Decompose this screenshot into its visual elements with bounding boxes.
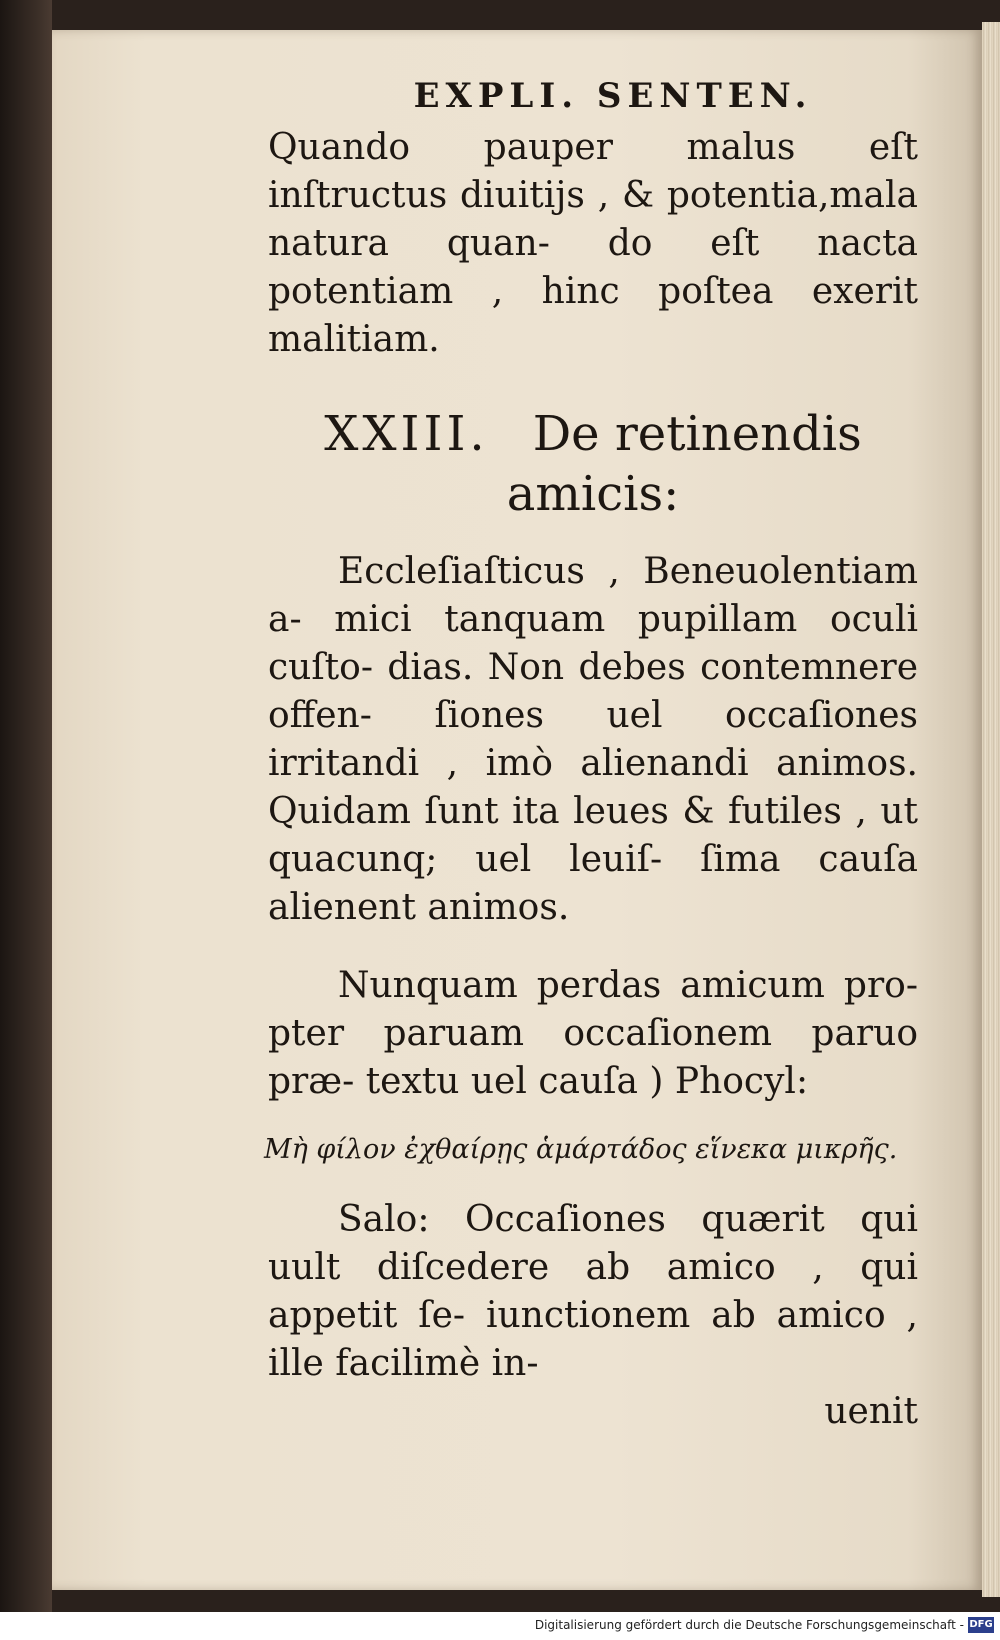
footer-bar <box>0 1614 1000 1640</box>
page-edges <box>982 22 1000 1597</box>
catchword: uenit <box>824 1391 918 1432</box>
paragraph-2: Eccleſiaſticus , Beneuolentiam a‑ mici tanquam pupillam oculi cuſto‑ dias. Non debes contemnere offen‑ ſiones uel occaſiones irritandi , imò alienandi animos. Quidam ſunt ita leues & futiles , ut quacunq; uel leuiſ‑ ſima cauſa alienent animos. <box>268 551 918 928</box>
section-title: De retinendis amicis: <box>506 406 862 522</box>
dfg-logo: DFG <box>968 1617 994 1633</box>
paragraph-3: Nunquam perdas amicum pro‑ pter paruam occaſionem paruo præ‑ textu uel cauſa ) Phocyl: <box>268 965 918 1102</box>
book-spine-edge <box>0 0 52 1612</box>
paragraph-1: Quando pauper malus eſt inſtructus diuitijs , & potentia,mala natura quan‑ do eſt nacta potentiam , hinc poſtea exerit malitiam. <box>268 127 918 360</box>
footer-credit: Digitalisierung gefördert durch die Deutsche Forschungsgemeinschaft - <box>534 1618 964 1632</box>
section-heading <box>268 404 918 524</box>
running-head: EXPLI. SENTEN. <box>413 76 813 116</box>
page-text <box>264 62 918 1436</box>
section-numeral: XXIII. <box>324 406 489 462</box>
greek-quotation: Μὴ φίλον ἐχθαίρῃς ἁμάρτάδος εἵνεκα μικρῆς. <box>264 1134 898 1165</box>
paragraph-4: Salo: Occaſiones quærit qui uult diſcedere ab amico , qui appetit ſe‑ iunctionem ab amico , ille facilimè in‑ <box>268 1199 918 1384</box>
